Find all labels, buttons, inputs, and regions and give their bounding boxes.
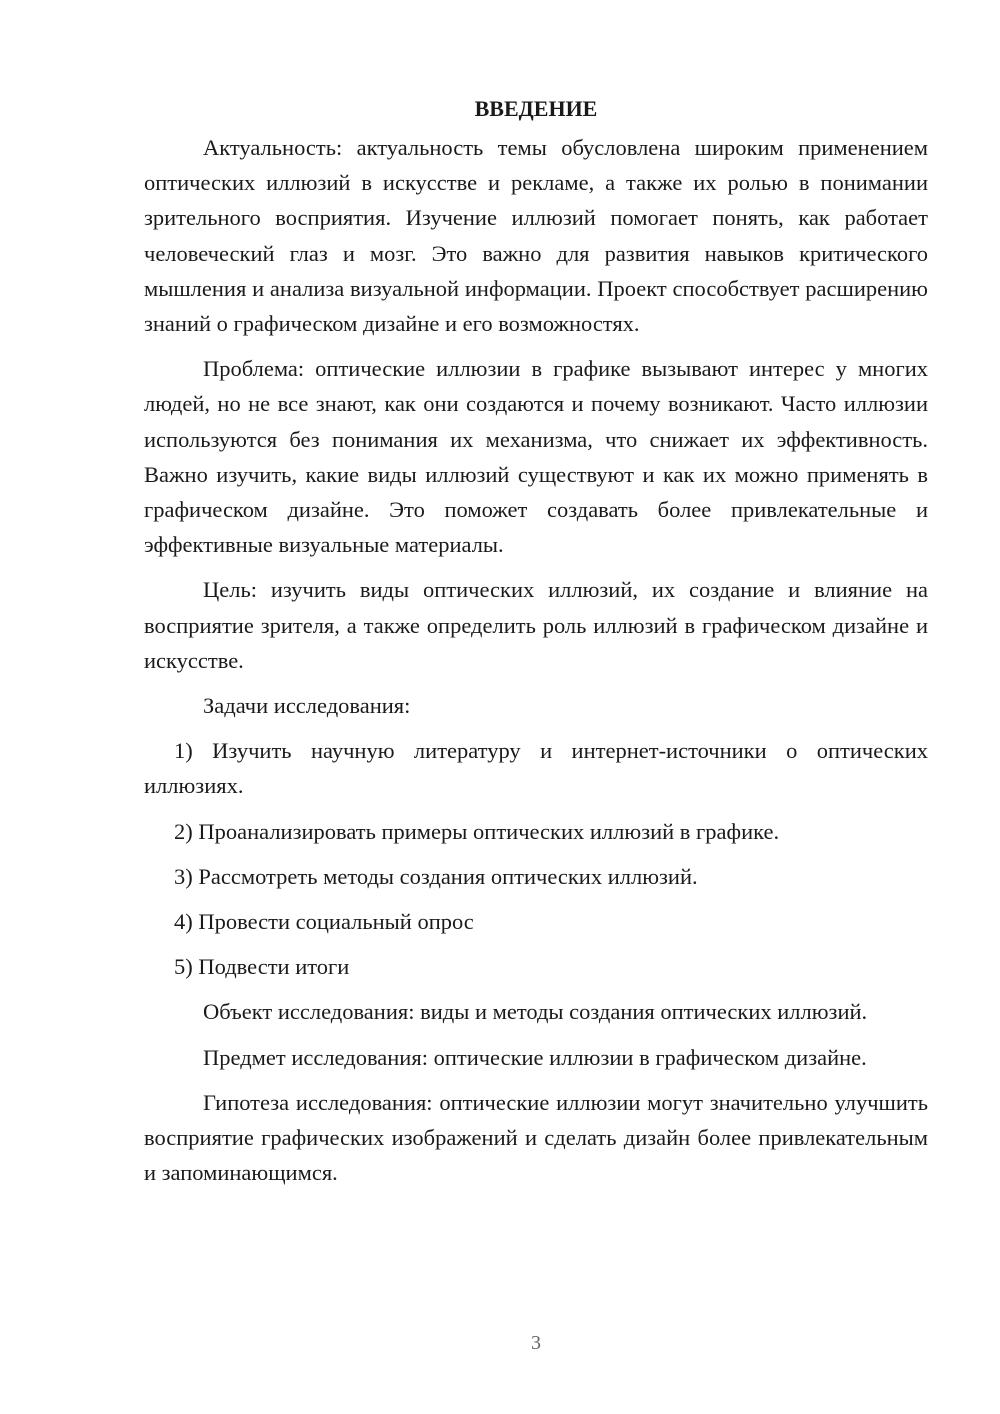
relevance-paragraph: Актуальность: актуальность темы обусловлена широким применением оптических иллюзий в искусстве и рекламе, а также их ролью в понимании зрительного восприятия. Изучение иллюзий помогает понять, как работает человеческий глаз и мозг. Это важно для развития навыков критического мышления и анализа визуальной информации. Проект способствует расширению знаний о графическом дизайне и его возможностях. bbox=[144, 135, 928, 337]
problem-paragraph: Проблема: оптические иллюзии в графике вызывают интерес у многих людей, но не все знают, как они создаются и почему возникают. Часто иллюзии используются без понимания их механизма, что снижает их эффективность. Важно изучить, какие виды иллюзий существуют и как их можно применять в графическом дизайне. Это поможет создавать более привлекательные и эффективные визуальные материалы. bbox=[144, 356, 928, 558]
research-object-paragraph: Объект исследования: виды и методы создания оптических иллюзий. bbox=[203, 999, 868, 1025]
list-item: 1) Изучить научную литературу и интернет-источники о оптических иллюзиях. bbox=[144, 738, 928, 799]
list-item: 5) Подвести итоги bbox=[174, 954, 350, 980]
hypothesis-paragraph: Гипотеза исследования: оптические иллюзии могут значительно улучшить восприятие графических изображений и сделать дизайн более привлекательным и запоминающимся. bbox=[144, 1089, 928, 1186]
tasks-list bbox=[144, 733, 928, 984]
goal-paragraph: Цель: изучить виды оптических иллюзий, их создание и влияние на восприятие зрителя, а также определить роль иллюзий в графическом дизайне и искусстве. bbox=[144, 577, 928, 673]
page-title: ВВЕДЕНИЕ bbox=[474, 96, 598, 121]
tasks-heading: Задачи исследования: bbox=[203, 693, 411, 719]
research-subject-paragraph: Предмет исследования: оптические иллюзии в графическом дизайне. bbox=[203, 1044, 867, 1070]
list-item: 4) Провести социальный опрос bbox=[174, 909, 474, 935]
document-page bbox=[144, 94, 928, 1200]
list-item: 2) Проанализировать примеры оптических иллюзий в графике. bbox=[174, 818, 780, 844]
page-number: 3 bbox=[531, 1332, 541, 1354]
list-item: 3) Рассмотреть методы создания оптических иллюзий. bbox=[174, 863, 698, 889]
